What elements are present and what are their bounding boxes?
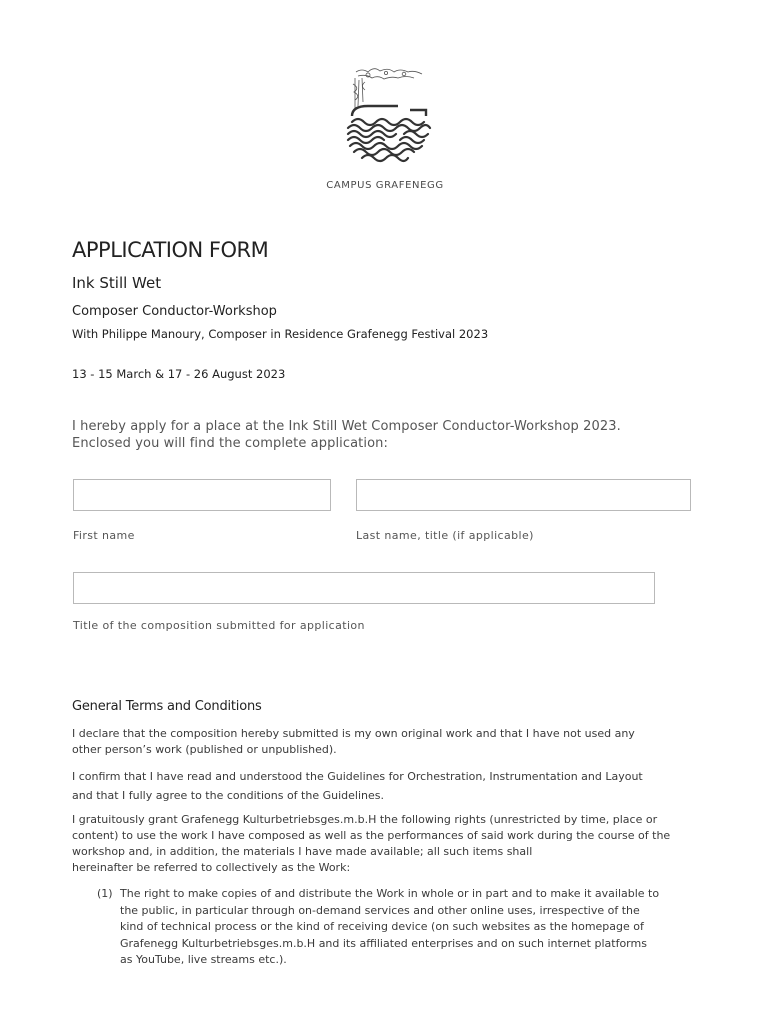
composition-title-label: Title of the composition submitted for application [73, 619, 365, 632]
subtitle: Ink Still Wet [72, 274, 162, 292]
first-name-label: First name [73, 529, 135, 542]
page-title: APPLICATION FORM [72, 238, 269, 262]
intro-line-2: Enclosed you will find the complete application: [72, 436, 388, 451]
intro-text [72, 418, 692, 452]
terms-p3-line-3: workshop and, in addition, the materials I have made available; all such items shall [72, 845, 533, 858]
terms-p1-line-2: other person’s work (published or unpublished). [72, 743, 337, 756]
terms-heading: General Terms and Conditions [72, 699, 262, 714]
list-item-number: (1) [97, 887, 113, 900]
logo-caption: CAMPUS GRAFENEGG [326, 180, 444, 191]
terms-paragraph-1 [72, 726, 702, 758]
grafenegg-g-logo-icon [338, 66, 438, 166]
first-name-input[interactable] [73, 479, 331, 511]
list-item-line-1: The right to make copies of and distribute the Work in whole or in part and to make it available to [120, 887, 660, 900]
with-line: With Philippe Manoury, Composer in Residence Grafenegg Festival 2023 [72, 327, 489, 341]
intro-line-1: I hereby apply for a place at the Ink Still Wet Composer Conductor-Workshop 2023. [72, 419, 621, 434]
list-item-line-3: kind of technical process or the kind of receiving device (on such websites as the homepage of [120, 920, 644, 933]
terms-list-item-1 [97, 886, 687, 969]
terms-paragraph-3 [72, 812, 702, 876]
list-item-line-2: the public, in particular through on-demand services and other online uses, irrespective of the [120, 903, 640, 917]
terms-paragraph-2 [72, 767, 702, 805]
workshop-dates: 13 - 15 March & 17 - 26 August 2023 [72, 367, 286, 381]
workshop-name: Composer Conductor-Workshop [72, 304, 277, 319]
terms-p3-line-2: content) to use the work I have composed as well as the performances of said work during the course of the [72, 829, 671, 842]
list-item-line-5: as YouTube, live streams etc.). [120, 953, 287, 966]
terms-p3-line-1: I gratuitously grant Grafenegg Kulturbetriebsges.m.b.H the following rights (unrestricted by time, place or [72, 813, 658, 826]
last-name-label: Last name, title (if applicable) [356, 529, 534, 542]
composition-title-input[interactable] [73, 572, 655, 604]
terms-p2-line-2: and that I fully agree to the conditions of the Guidelines. [72, 789, 384, 802]
terms-p3-line-4: hereinafter be referred to collectively as the Work: [72, 861, 351, 874]
list-item-line-4: Grafenegg Kulturbetriebsges.m.b.H and its affiliated enterprises and on such internet platforms [120, 936, 647, 950]
terms-p2-line-1: I confirm that I have read and understood the Guidelines for Orchestration, Instrumentation and Layout [72, 770, 643, 783]
terms-p1-line-1: I declare that the composition hereby submitted is my own original work and that I have not used any [72, 727, 635, 740]
last-name-input[interactable] [356, 479, 691, 511]
